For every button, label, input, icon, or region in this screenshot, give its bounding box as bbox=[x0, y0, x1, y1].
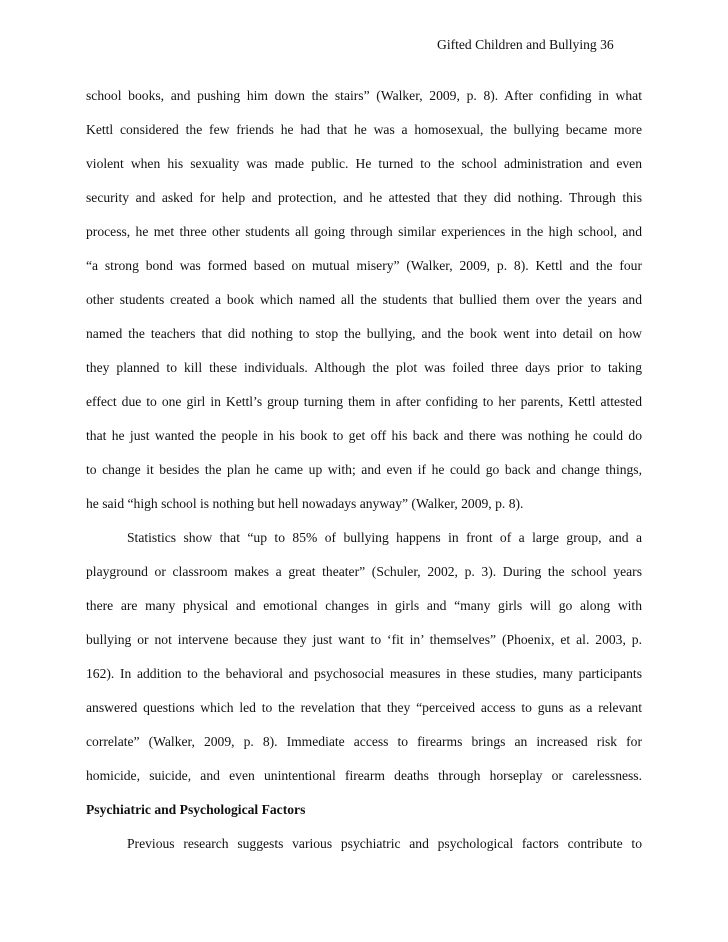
body-line: to change it besides the plan he came up with; and even if he could go back and change things, bbox=[86, 462, 642, 477]
body-line: playground or classroom makes a great theater” (Schuler, 2002, p. 3). During the school years bbox=[86, 564, 642, 579]
body-line-paragraph-end: he said “high school is nothing but hell nowadays anyway” (Walker, 2009, p. 8). bbox=[86, 496, 524, 511]
body-line: “a strong bond was formed based on mutual misery” (Walker, 2009, p. 8). Kettl and the four bbox=[86, 258, 642, 273]
body-line: effect due to one girl in Kettl’s group turning them in after confiding to her parents, Kettl attested bbox=[86, 394, 642, 409]
body-line: that he just wanted the people in his book to get off his back and there was nothing he could do bbox=[86, 428, 642, 443]
body-line: correlate” (Walker, 2009, p. 8). Immediate access to firearms brings an increased risk for bbox=[86, 734, 642, 749]
body-line: there are many physical and emotional changes in girls and “many girls will go along with bbox=[86, 598, 642, 613]
body-line: bullying or not intervene because they just want to ‘fit in’ themselves” (Phoenix, et al. 2003, p. bbox=[86, 632, 642, 647]
body-line-paragraph-start: Previous research suggests various psychiatric and psychological factors contribute to bbox=[127, 836, 642, 851]
running-head: Gifted Children and Bullying 36 bbox=[437, 37, 614, 52]
body-line: named the teachers that did nothing to stop the bullying, and the book went into detail on how bbox=[86, 326, 642, 341]
body-line: 162). In addition to the behavioral and psychosocial measures in these studies, many participants bbox=[86, 666, 642, 681]
body-line: security and asked for help and protection, and he attested that they did nothing. Through this bbox=[86, 190, 642, 205]
body-line: process, he met three other students all going through similar experiences in the high school, and bbox=[86, 224, 642, 239]
body-line: homicide, suicide, and even unintentional firearm deaths through horseplay or carelessness. bbox=[86, 768, 642, 783]
section-heading: Psychiatric and Psychological Factors bbox=[86, 802, 306, 817]
body-line: school books, and pushing him down the stairs” (Walker, 2009, p. 8). After confiding in what bbox=[86, 88, 642, 103]
body-line-paragraph-start: Statistics show that “up to 85% of bullying happens in front of a large group, and a bbox=[127, 530, 642, 545]
body-line: they planned to kill these individuals. Although the plot was foiled three days prior to taking bbox=[86, 360, 642, 375]
body-line: violent when his sexuality was made public. He turned to the school administration and even bbox=[86, 156, 642, 171]
body-line: answered questions which led to the revelation that they “perceived access to guns as a relevant bbox=[86, 700, 642, 715]
body-line: other students created a book which named all the students that bullied them over the years and bbox=[86, 292, 642, 307]
body-line: Kettl considered the few friends he had that he was a homosexual, the bullying became more bbox=[86, 122, 642, 137]
